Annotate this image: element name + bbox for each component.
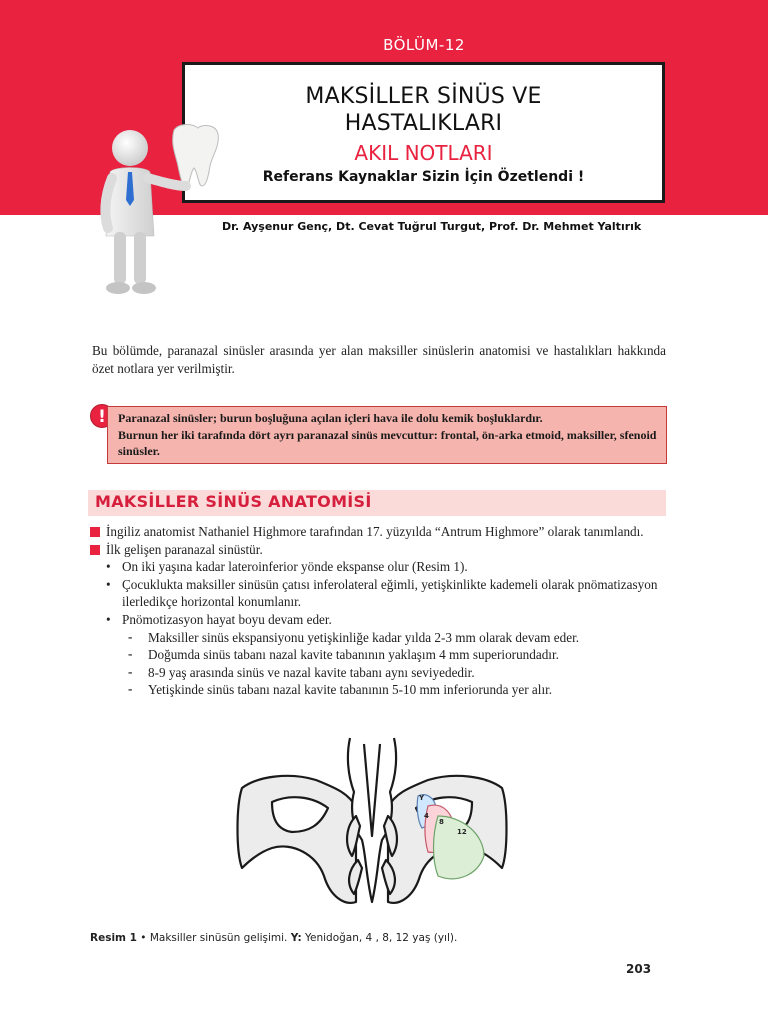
red-square-bullet-icon	[90, 545, 100, 555]
title-box	[182, 62, 665, 203]
figure-caption: Resim 1 • Maksiller sinüsün gelişimi. Y: Yenidoğan, 4 , 8, 12 yaş (yıl).	[90, 932, 458, 944]
chapter-label: BÖLÜM-12	[383, 36, 465, 54]
section-title: MAKSİLLER SİNÜS ANATOMİSİ	[95, 492, 372, 511]
caption-label: Resim 1	[90, 932, 137, 944]
dash-item: - Yetişkinde sinüs tabanı nazal kavite tabanının 5-10 mm inferiorunda yer alır.	[90, 681, 666, 699]
intro-paragraph: Bu bölümde, paranazal sinüsler arasında yer alan maksiller sinüslerin anatomisi ve hastalıkları hakkında özet notlara yer verilmiştir.	[92, 343, 666, 376]
note-box	[107, 406, 667, 464]
label-4: 4	[424, 812, 429, 820]
subtitle: AKIL NOTLARI	[354, 141, 493, 165]
page-number: 203	[626, 962, 652, 976]
bullet-item: • Çocuklukta maksiller sinüsün çatısı inferolateral eğimli, yetişkinlikte kademeli olarak pnömatizasyon ilerledikçe horizontal konumlanır.	[90, 576, 666, 611]
note-line-1: Paranazal sinüsler; burun boşluğuna açılan içleri hava ile dolu kemik boşluklardır.	[118, 411, 543, 425]
dash-item: - Maksiller sinüs ekspansiyonu yetişkinliğe kadar yılda 2-3 mm olarak devam eder.	[90, 629, 666, 647]
section-content	[90, 523, 666, 699]
doctor-mascot-icon	[92, 120, 222, 300]
bullet-item: • On iki yaşına kadar lateroinferior yönde ekspanse olur (Resim 1).	[90, 558, 666, 576]
label-y: Y	[419, 794, 425, 802]
title-line-1: MAKSİLLER SİNÜS VE	[305, 84, 542, 109]
label-12: 12	[457, 828, 467, 836]
sinus-diagram	[232, 736, 512, 918]
list-item: İngiliz anatomist Nathaniel Highmore tarafından 17. yüzyılda “Antrum Highmore” olarak tanımlandı.	[90, 523, 666, 541]
label-8: 8	[439, 818, 444, 826]
tooth-icon	[173, 125, 219, 187]
title-line-2: HASTALIKLARI	[344, 111, 503, 136]
red-square-bullet-icon	[90, 527, 100, 537]
exclamation-icon: !	[90, 404, 114, 428]
tagline: Referans Kaynaklar Sizin İçin Özetlendi !	[262, 169, 585, 185]
list-item: İlk gelişen paranazal sinüstür.	[90, 541, 666, 559]
bullet-item: • Pnömotizasyon hayat boyu devam eder.	[90, 611, 666, 629]
dash-item: - 8-9 yaş arasında sinüs ve nazal kavite tabanı aynı seviyededir.	[90, 664, 666, 682]
note-line-2: Burnun her iki tarafında dört ayrı paranazal sinüs mevcuttur: frontal, ön-arka etmoid, maksiller, sfenoid sinüsler.	[118, 427, 657, 458]
dash-item: - Doğumda sinüs tabanı nazal kavite tabanının yaklaşım 4 mm superiorundadır.	[90, 646, 666, 664]
authors: Dr. Ayşenur Genç, Dt. Cevat Tuğrul Turgut, Prof. Dr. Mehmet Yaltırık	[222, 220, 642, 233]
